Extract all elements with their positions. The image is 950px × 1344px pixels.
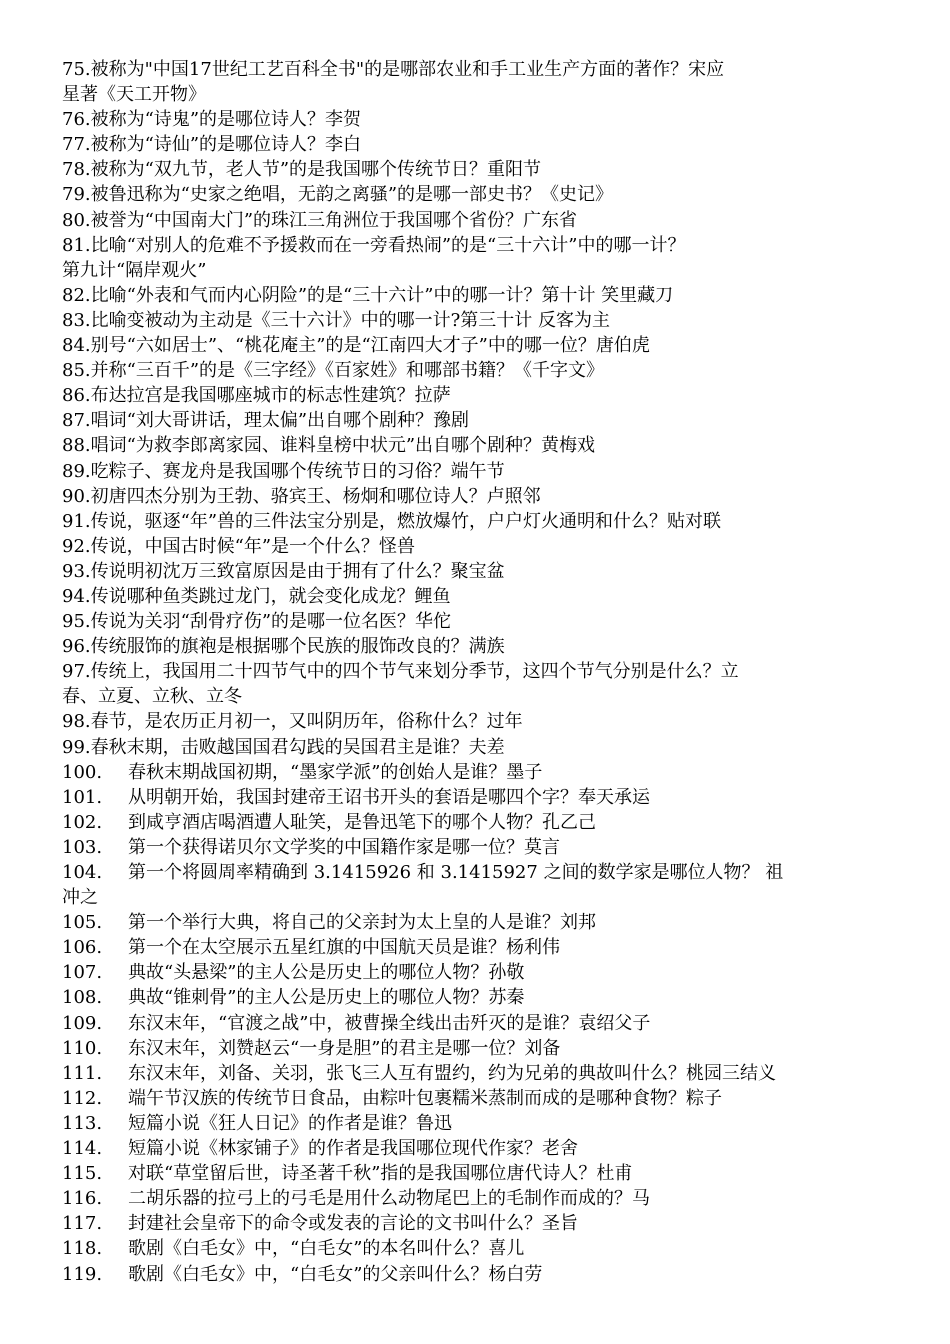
list-item-line — [62, 910, 898, 935]
list-item-line — [62, 283, 898, 308]
item-text: 传统服饰的旗袍是根据哪个民族的服饰改良的？满族 — [90, 636, 505, 658]
list-item — [62, 810, 898, 835]
list-item — [62, 785, 898, 810]
list-item-line — [62, 709, 898, 734]
item-number: 104. — [62, 862, 103, 883]
list-item-line — [62, 760, 898, 785]
item-text: 封建社会皇帝下的命令或发表的言论的文书叫什么？圣旨 — [128, 1213, 578, 1235]
list-item — [62, 157, 898, 182]
list-item — [62, 1211, 898, 1236]
item-number: 95. — [62, 611, 91, 633]
item-text: 歌剧《白毛女》中，“白毛女”的父亲叫什么？杨白劳 — [128, 1263, 543, 1285]
list-item-line — [62, 584, 898, 609]
list-item — [62, 459, 898, 484]
item-text: 比喻“对别人的危难不予援救而在一旁看热闹”的是“三十六计”中的哪一计？ — [90, 234, 686, 256]
item-text: 东汉末年，“官渡之战”中，被曹操全线出击歼灭的是谁？袁绍父子 — [128, 1012, 651, 1034]
item-text: 被称为“双九节，老人节”的是我国哪个传统节日？重阳节 — [90, 159, 542, 181]
list-item — [62, 960, 898, 985]
list-item-line — [62, 1161, 898, 1186]
item-number: 100. — [62, 761, 103, 783]
list-item — [62, 107, 898, 132]
list-item — [62, 584, 898, 609]
list-item — [62, 208, 898, 233]
list-item-line — [62, 835, 898, 860]
item-text: 第一个获得诺贝尔文学奖的中国籍作家是哪一位？莫言 — [128, 836, 560, 858]
item-text: 传说，中国古时候“年”是一个什么？怪兽 — [90, 535, 416, 557]
list-item — [62, 1186, 898, 1211]
item-number: 118. — [62, 1238, 103, 1260]
list-item — [62, 634, 898, 659]
list-item — [62, 910, 898, 935]
list-item-line — [62, 1061, 898, 1086]
item-number: 88. — [62, 435, 91, 457]
item-text: 被称为"中国17世纪工艺百科全书"的是哪部农业和手工业生产方面的著作？宋应 — [90, 59, 725, 80]
list-item — [62, 534, 898, 559]
list-item-line — [62, 534, 898, 559]
list-item-line — [62, 1136, 898, 1161]
item-text: 短篇小说《狂人日记》的作者是谁？鲁迅 — [128, 1112, 452, 1134]
list-item-line — [62, 1086, 898, 1111]
item-text: 传说，驱逐“年”兽的三件法宝分别是，燃放爆竹，户户灯火通明和什么？贴对联 — [90, 510, 722, 532]
list-item-line — [62, 634, 898, 659]
item-text: 唱词“刘大哥讲话，理太偏”出自哪个剧种？豫剧 — [90, 410, 470, 432]
item-number: 79. — [62, 184, 91, 206]
list-item — [62, 860, 898, 910]
item-text: 初唐四杰分别为王勃、骆宾王、杨炯和哪位诗人？卢照邻 — [90, 485, 541, 507]
item-text: 并称“三百千”的是《三字经》《百家姓》和哪部书籍？《千字文》 — [90, 360, 605, 382]
list-item-line — [62, 182, 898, 207]
item-number: 86. — [62, 385, 91, 407]
item-text: 吃粽子、赛龙舟是我国哪个传统节日的习俗？端午节 — [90, 460, 505, 482]
item-number: 83. — [62, 309, 91, 331]
list-item — [62, 835, 898, 860]
list-item — [62, 735, 898, 760]
item-text: 比喻变被动为主动是《三十六计》中的哪一计?第三十计 反客为主 — [90, 309, 611, 331]
list-item — [62, 333, 898, 358]
list-item — [62, 383, 898, 408]
item-text: 被称为“诗仙”的是哪位诗人？李白 — [90, 134, 362, 156]
list-item-line — [62, 559, 898, 584]
list-item-line — [62, 785, 898, 810]
list-item-line — [62, 509, 898, 534]
item-text: 被鲁迅称为“史家之绝唱，无韵之离骚”的是哪一部史书？《史记》 — [90, 184, 614, 206]
list-item-line — [62, 609, 898, 634]
list-item-line — [62, 408, 898, 433]
list-item-line — [62, 810, 898, 835]
item-number: 78. — [62, 159, 91, 181]
list-item-line — [62, 1211, 898, 1236]
list-item-line — [62, 1036, 898, 1061]
item-number: 93. — [62, 560, 91, 582]
list-item-line — [62, 233, 898, 258]
list-item — [62, 1086, 898, 1111]
list-item-line — [62, 1111, 898, 1136]
item-number: 111. — [62, 1062, 103, 1084]
list-item-line — [62, 1186, 898, 1211]
list-item-line — [62, 684, 898, 709]
item-text: 传说为关羽“刮骨疗伤”的是哪一位名医？华佗 — [90, 611, 452, 633]
item-text: 春秋末期，击败越国国君勾践的吴国君主是谁？夫差 — [90, 736, 505, 758]
item-text: 短篇小说《林家铺子》的作者是我国哪位现代作家？老舍 — [128, 1138, 578, 1160]
item-text: 传统上，我国用二十四节气中的四个节气来划分季节，这四个节气分别是什么？立 — [90, 661, 739, 683]
item-number: 119. — [62, 1263, 103, 1285]
list-item — [62, 308, 898, 333]
item-text: 端午节汉族的传统节日食品，由粽叶包裹糯米蒸制而成的是哪种食物？粽子 — [128, 1087, 722, 1109]
list-item-line — [62, 258, 898, 283]
list-item-line — [62, 433, 898, 458]
list-item-line — [62, 333, 898, 358]
list-item-line — [62, 484, 898, 509]
item-number: 116. — [62, 1188, 103, 1210]
list-item — [62, 709, 898, 734]
item-number: 75. — [62, 59, 91, 80]
item-text: 第一个在太空展示五星红旗的中国航天员是谁？杨利伟 — [128, 937, 560, 959]
item-text: 歌剧《白毛女》中，“白毛女”的本名叫什么？喜儿 — [128, 1238, 525, 1260]
item-number: 97. — [62, 661, 91, 683]
list-item — [62, 484, 898, 509]
list-item — [62, 433, 898, 458]
item-text: 春节，是农历正月初一，又叫阴历年，俗称什么？过年 — [90, 711, 523, 733]
item-number: 94. — [62, 585, 91, 607]
list-item-line — [62, 132, 898, 157]
list-item — [62, 358, 898, 383]
item-number: 87. — [62, 410, 91, 432]
item-number: 103. — [62, 836, 103, 858]
item-text: 第一个将圆周率精确到 3.1415926 和 3.1415927 之间的数学家是哪位人物？ 祖 — [128, 862, 784, 883]
list-item — [62, 985, 898, 1010]
list-item-line — [62, 1236, 898, 1261]
list-item-line — [62, 308, 898, 333]
list-item — [62, 1236, 898, 1261]
item-number: 114. — [62, 1138, 103, 1160]
list-item-line — [62, 659, 898, 684]
item-text: 第一个举行大典，将自己的父亲封为太上皇的人是谁？刘邦 — [128, 912, 596, 934]
list-item-line — [62, 107, 898, 132]
list-item-line — [62, 1262, 898, 1287]
list-item-line — [62, 735, 898, 760]
list-item — [62, 182, 898, 207]
item-number: 96. — [62, 636, 91, 658]
item-text: 东汉末年，刘备、关羽，张飞三人互有盟约，约为兄弟的典故叫什么？桃园三结义 — [128, 1062, 776, 1084]
item-number: 85. — [62, 360, 91, 382]
list-item — [62, 1111, 898, 1136]
item-text: 对联“草堂留后世，诗圣著千秋”指的是我国哪位唐代诗人？杜甫 — [128, 1163, 633, 1185]
list-item — [62, 1036, 898, 1061]
list-item — [62, 57, 898, 107]
item-number: 102. — [62, 811, 103, 833]
item-number: 99. — [62, 736, 91, 758]
item-text: 冲之 — [62, 887, 98, 909]
item-number: 98. — [62, 711, 91, 733]
list-item — [62, 408, 898, 433]
item-text: 春秋末期战国初期，“墨家学派”的创始人是谁？墨子 — [128, 761, 543, 783]
list-item-line — [62, 82, 898, 107]
item-text: 星著《天工开物》 — [62, 84, 206, 106]
item-text: 从明朝开始，我国封建帝王诏书开头的套语是哪四个字？奉天承运 — [128, 786, 650, 808]
list-item-line — [62, 459, 898, 484]
list-item — [62, 659, 898, 709]
item-text: 比喻“外表和气而内心阴险”的是“三十六计”中的哪一计？第十计 笑里藏刀 — [90, 284, 674, 306]
item-number: 90. — [62, 485, 91, 507]
list-item — [62, 1061, 898, 1086]
item-number: 81. — [62, 234, 91, 256]
list-item-line — [62, 358, 898, 383]
item-text: 唱词“为救李郎离家园、谁料皇榜中状元”出自哪个剧种？黄梅戏 — [90, 435, 596, 457]
item-text: 传说明初沈万三致富原因是由于拥有了什么？聚宝盆 — [90, 560, 505, 582]
item-text: 典故“头悬梁”的主人公是历史上的哪位人物？孙敬 — [128, 962, 525, 984]
item-text: 别号“六如居士”、“桃花庵主”的是“江南四大才子”中的哪一位？唐伯虎 — [90, 335, 650, 357]
item-number: 91. — [62, 510, 91, 532]
list-item — [62, 132, 898, 157]
list-item — [62, 1011, 898, 1036]
item-number: 84. — [62, 335, 91, 357]
item-text: 春、立夏、立秋、立冬 — [62, 686, 242, 708]
item-text: 典故“锥刺骨”的主人公是历史上的哪位人物？苏秦 — [128, 987, 525, 1009]
list-item-line — [62, 383, 898, 408]
item-number: 92. — [62, 535, 91, 557]
item-number: 80. — [62, 209, 91, 231]
item-number: 117. — [62, 1213, 103, 1235]
item-text: 被誉为“中国南大门”的珠江三角洲位于我国哪个省份？广东省 — [90, 209, 578, 231]
item-text: 布达拉宫是我国哪座城市的标志性建筑？拉萨 — [90, 385, 451, 407]
list-item — [62, 509, 898, 534]
item-number: 101. — [62, 786, 103, 808]
list-item-line — [62, 960, 898, 985]
item-number: 77. — [62, 134, 91, 156]
item-number: 112. — [62, 1087, 103, 1109]
item-text: 二胡乐器的拉弓上的弓毛是用什么动物尾巴上的毛制作而成的？马 — [128, 1188, 650, 1210]
list-item-line — [62, 885, 898, 910]
list-item — [62, 233, 898, 283]
list-item-line — [62, 1011, 898, 1036]
list-item — [62, 283, 898, 308]
list-item — [62, 935, 898, 960]
item-number: 110. — [62, 1037, 103, 1059]
list-item-line — [62, 935, 898, 960]
item-text: 第九计“隔岸观火” — [62, 259, 207, 281]
list-item-line — [62, 208, 898, 233]
document-body — [62, 57, 898, 1287]
list-item — [62, 1262, 898, 1287]
item-number: 89. — [62, 460, 91, 482]
list-item — [62, 609, 898, 634]
item-number: 113. — [62, 1112, 103, 1134]
item-number: 82. — [62, 284, 91, 306]
item-number: 106. — [62, 937, 103, 959]
item-number: 76. — [62, 109, 91, 131]
list-item-line — [62, 860, 898, 885]
item-number: 108. — [62, 987, 103, 1009]
list-item-line — [62, 57, 898, 82]
item-number: 107. — [62, 962, 103, 984]
list-item — [62, 559, 898, 584]
item-text: 传说哪种鱼类跳过龙门，就会变化成龙？鲤鱼 — [90, 585, 451, 607]
list-item-line — [62, 985, 898, 1010]
list-item — [62, 760, 898, 785]
item-number: 109. — [62, 1012, 103, 1034]
item-text: 被称为“诗鬼”的是哪位诗人？李贺 — [90, 109, 362, 131]
item-text: 东汉末年，刘赞赵云“一身是胆”的君主是哪一位？刘备 — [128, 1037, 561, 1059]
list-item — [62, 1136, 898, 1161]
item-number: 105. — [62, 912, 103, 934]
list-item-line — [62, 157, 898, 182]
item-number: 115. — [62, 1163, 103, 1185]
list-item — [62, 1161, 898, 1186]
item-text: 到咸亨酒店喝酒遭人耻笑，是鲁迅笔下的哪个人物？孔乙己 — [128, 811, 596, 833]
